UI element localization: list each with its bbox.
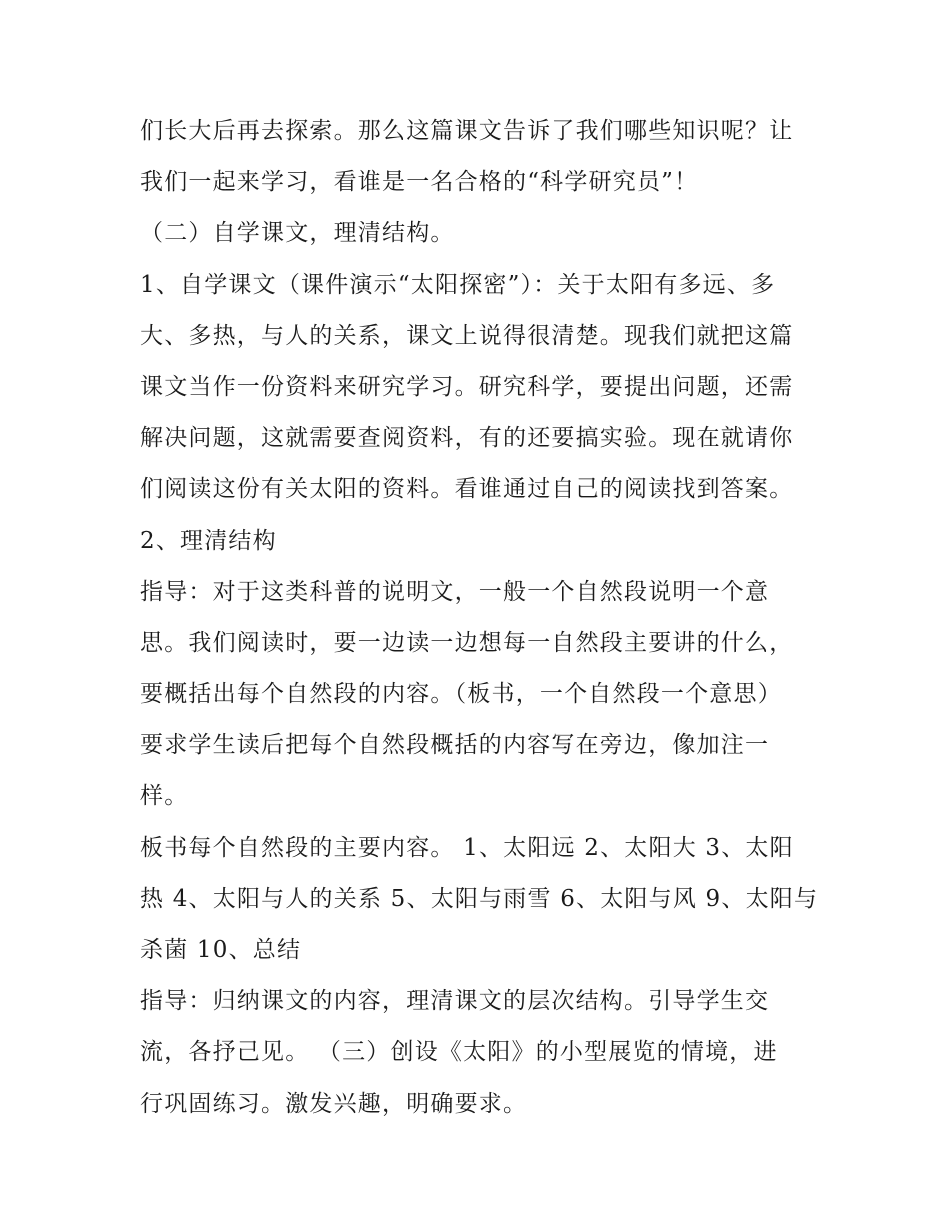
text-line-7: 解决问题，这就需要查阅资料，有的还要搞实验。现在就请你	[140, 425, 794, 452]
text-line-14: 样。	[140, 783, 189, 810]
text-line-15: 板书每个自然段的主要内容。 1、太阳远 2、太阳大 3、太阳	[140, 834, 794, 861]
text-line-5: 大、多热，与人的关系，课文上说得很清楚。现我们就把这篇	[140, 322, 794, 349]
text-line-10: 指导：对于这类科普的说明文，一般一个自然段说明一个意	[140, 578, 770, 605]
text-line-12: 要概括出每个自然段的内容。（板书，一个自然段一个意思）	[140, 681, 782, 708]
body-text	[140, 106, 830, 1130]
text-line-11: 思。我们阅读时，要一边读一边想每一自然段主要讲的什么，	[140, 629, 794, 656]
text-line-18: 指导：归纳课文的内容，理清课文的层次结构。引导学生交	[140, 988, 770, 1015]
text-line-13: 要求学生读后把每个自然段概括的内容写在旁边，像加注一	[140, 732, 770, 759]
subheading-structure: 2、理清结构	[140, 527, 277, 554]
text-line-4: 1、自学课文（课件演示“太阳探密”）：关于太阳有多远、多	[140, 271, 776, 298]
text-line-16: 热 4、太阳与人的关系 5、太阳与雨雪 6、太阳与风 9、太阳与	[140, 885, 819, 912]
text-line-20: 行巩固练习。激发兴趣，明确要求。	[140, 1090, 528, 1117]
text-line-19: 流，各抒己见。 （三）创设《太阳》的小型展览的情境，进	[140, 1039, 778, 1066]
text-line-2: 我们一起来学习，看谁是一名合格的“科学研究员”！	[140, 169, 699, 196]
text-line-6: 课文当作一份资料来研究学习。研究科学，要提出问题，还需	[140, 373, 794, 400]
text-line-8: 们阅读这份有关太阳的资料。看谁通过自己的阅读找到答案。	[140, 476, 794, 503]
text-line-1: 们长大后再去探索。那么这篇课文告诉了我们哪些知识呢？让	[140, 118, 794, 144]
section-heading-2: （二）自学课文，理清结构。	[140, 220, 455, 247]
text-line-17: 杀菌 10、总结	[140, 937, 302, 963]
